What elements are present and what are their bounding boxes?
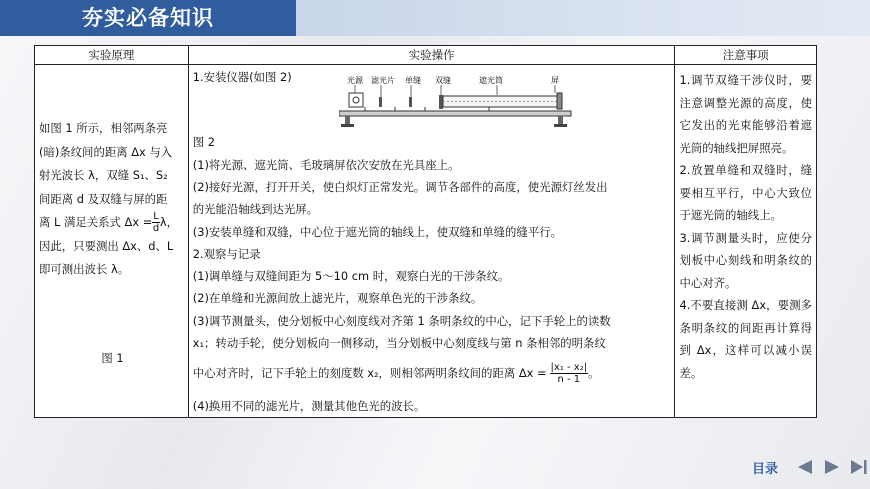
label-light-source: 光源 [346, 76, 363, 85]
last-page-icon[interactable] [850, 459, 868, 475]
install-step-3: (3)安装单缝和双缝，中心位于遮光筒的轴线上，使双缝和单缝的缝平行。 [192, 225, 562, 239]
observe-step-4: (4)换用不同的滤光片，测量其他色光的波长。 [192, 399, 426, 413]
figure-1-label: 图 1 [101, 351, 124, 365]
section-install: 1.安装仪器(如图 2) [192, 70, 292, 84]
install-step-2-cont: 的光能沿轴线到达光屏。 [192, 202, 319, 216]
table-header-row [35, 46, 817, 65]
principle-line: 间距离 d 及双缝与屏的距 [39, 191, 168, 206]
optical-bench [339, 111, 571, 116]
label-double-slit: 双缝 [434, 76, 451, 85]
label-tube: 遮光筒 [478, 76, 503, 85]
note-item: 4.不要直接测 Δx，要测多条明条纹的间距再计算得到 Δx，这样可以减小误差。 [679, 298, 812, 380]
principle-text [39, 117, 187, 282]
operation-cell [188, 65, 675, 418]
label-filter: 滤光片 [370, 76, 395, 85]
section-title: 夯实必备知识 [82, 6, 214, 30]
observe-step-1: (1)调单缝与双缝间距为 5～10 cm 时，观察白光的干涉条纹。 [192, 269, 510, 283]
principle-cell [35, 65, 189, 418]
note-item: 2.放置单缝和双缝时，缝要相互平行，中心大致位于遮光筒的轴线上。 [679, 163, 812, 222]
label-screen: 屏 [550, 76, 559, 85]
header-band [0, 0, 296, 36]
table-body-row [35, 65, 817, 418]
principle-line: 因此，只要测出 Δx、d、L [39, 238, 174, 253]
notes-cell [675, 65, 817, 418]
header-notes: 注意事项 [675, 46, 817, 65]
observe-step-3-cont: x₁；转动手轮，使分划板向一侧移动，当分划板中心刻度线与第 n 条相邻的明条纹 [192, 336, 606, 350]
figure-2-caption: 图 2 [192, 135, 216, 149]
header-operation: 实验操作 [188, 46, 675, 65]
formula-fraction: $\frac{L}{d}$ [152, 211, 160, 234]
install-step-1: (1)将光源、遮光筒、毛玻璃屏依次安放在光具座上。 [192, 158, 460, 172]
optical-bench-figure [339, 73, 619, 133]
light-box [349, 93, 363, 107]
principle-line-formula: 离 L 满足关系式 Δx = $\frac{L}{d}$ λ， [39, 211, 178, 234]
principle-line: 射光波长 λ，双缝 S₁、S₂ [39, 168, 168, 182]
install-step-2: (2)接好光源，打开开关，使白炽灯正常发光。调节各部件的高度，使光源灯丝发出 [192, 180, 608, 194]
prev-icon[interactable] [796, 459, 814, 475]
header-strip [296, 0, 870, 36]
note-item: 1.调节双缝干涉仪时，要注意调整光源的高度，使它发出的光束能够沿着遮光筒的轴线把屏照亮。 [679, 73, 812, 155]
experiment-table [34, 45, 817, 418]
observe-step-3: (3)调节测量头，使分划板中心刻度线对齐第 1 条明条纹的中心，记下手轮上的读数 [192, 314, 611, 328]
next-icon[interactable] [823, 459, 841, 475]
spacing-fraction: $\frac{\text{|x₁ - x₂|}}{n - 1}$ [550, 362, 588, 385]
principle-line: 即可测出波长 λ。 [39, 262, 130, 276]
principle-line: 如图 1 所示，相邻两条亮 [39, 121, 168, 135]
label-single-slit: 单缝 [404, 76, 421, 85]
note-item: 3.调节测量头时，应使分划板中心刻线和明条纹的中心对齐。 [679, 230, 812, 290]
principle-line: (暗)条纹间的距离 Δx 与入 [39, 144, 173, 159]
observe-step-2: (2)在单缝和光源间放上滤光片，观察单色光的干涉条纹。 [192, 291, 483, 305]
observe-step-3-formula: 中心对齐时，记下手轮上的刻度数 x₂，则相邻两明条纹间的距离 Δx = $\frac{\text{|x₁ - x₂|}}{n - 1}$ 。 [192, 362, 600, 385]
screen-part [557, 93, 562, 109]
header-principle: 实验原理 [35, 46, 189, 65]
section-observe: 2.观察与记录 [192, 247, 261, 261]
toc-link[interactable]: 目录 [752, 462, 779, 477]
